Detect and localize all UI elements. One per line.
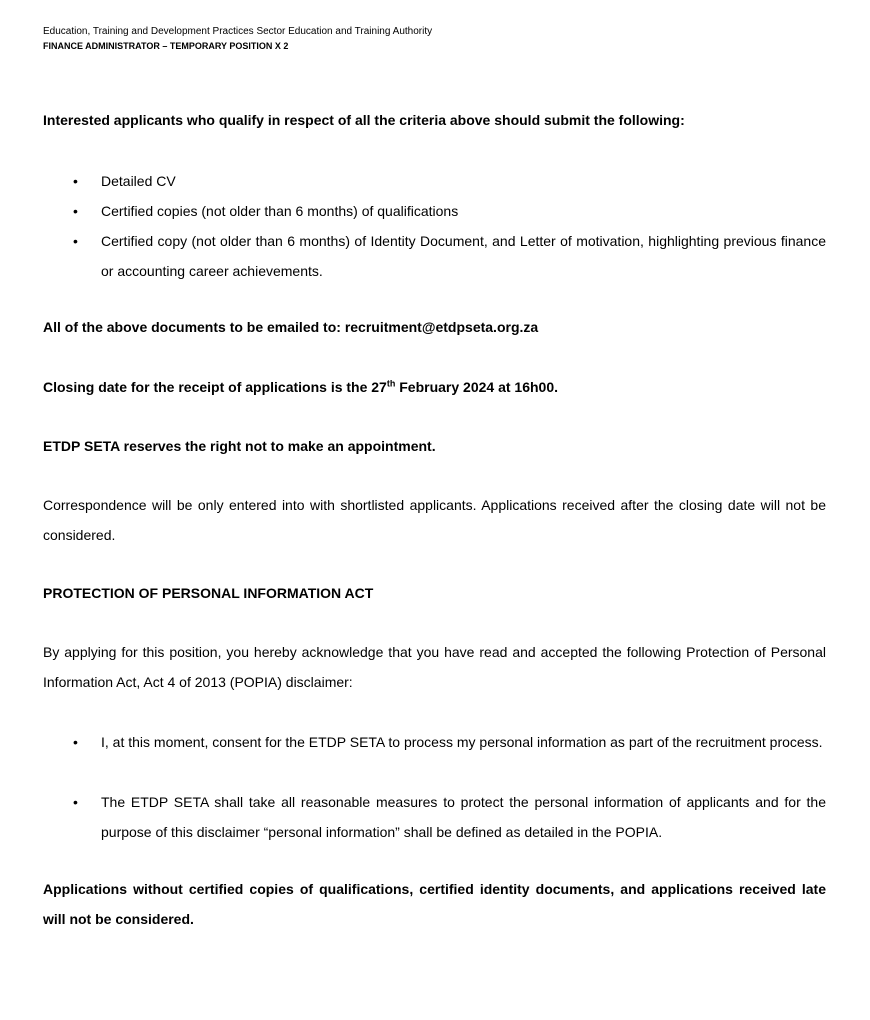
popia-intro: By applying for this position, you hereby acknowledge that you have read and accepted the following Protection of Personal Information Act, Act 4 of 2013 (POPIA) disclaimer: (43, 644, 826, 690)
closing-date-superscript: th (386, 378, 396, 389)
bullet-icon: • (73, 203, 78, 219)
email-instruction: All of the above documents to be emailed to: recruitment@etdpseta.org.za (43, 319, 539, 335)
bullet-icon: • (73, 233, 78, 249)
closing-date-prefix: Closing date for the receipt of applications is the 27 (43, 379, 387, 395)
intro-heading: Interested applicants who qualify in respect of all the criteria above should submit the following: (43, 112, 685, 128)
document-item: Certified copies (not older than 6 months) of qualifications (101, 203, 459, 219)
correspondence-paragraph: Correspondence will be only entered into with shortlisted applicants. Applications received after the closing date will not be considered. (43, 497, 826, 543)
closing-date-suffix: February 2024 at 16h00. (395, 379, 558, 395)
header-position-title: FINANCE ADMINISTRATOR – TEMPORARY POSITION X 2 (43, 41, 289, 51)
popia-point: The ETDP SETA shall take all reasonable measures to protect the personal information of applicants and for the purpose of this disclaimer “personal information” shall be defined as detailed in the POPIA. (101, 794, 826, 840)
reserve-right-statement: ETDP SETA reserves the right not to make an appointment. (43, 438, 436, 454)
document-item: Detailed CV (101, 173, 176, 189)
bullet-icon: • (73, 794, 78, 810)
final-note: Applications without certified copies of qualifications, certified identity documents, and applications received late will not be considered. (43, 881, 826, 927)
bullet-icon: • (73, 173, 78, 189)
popia-point: I, at this moment, consent for the ETDP SETA to process my personal information as part of the recruitment process. (101, 734, 823, 750)
bullet-icon: • (73, 734, 78, 750)
document-item: Certified copy (not older than 6 months) of Identity Document, and Letter of motivation, highlighting previous finance or accounting career achievements. (101, 233, 826, 279)
closing-date (43, 373, 826, 403)
header-organisation: Education, Training and Development Practices Sector Education and Training Authority (43, 26, 433, 37)
popia-heading: PROTECTION OF PERSONAL INFORMATION ACT (43, 585, 374, 601)
